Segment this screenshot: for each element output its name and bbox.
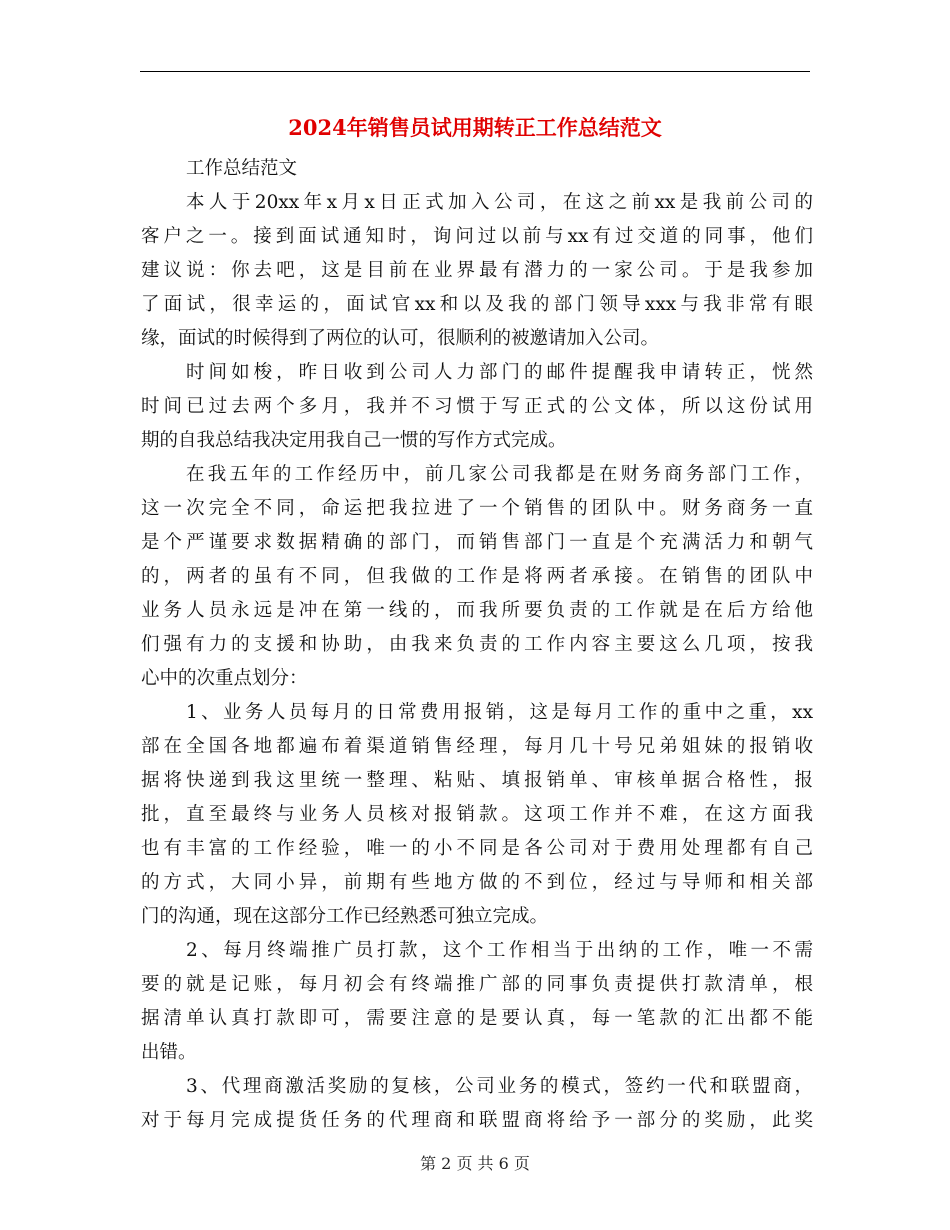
document-title: 2024年销售员试用期转正工作总结范文: [288, 115, 662, 140]
text-line: 本人于20xx年x月x日正式加入公司，在这之前xx是我前公司的: [186, 192, 813, 213]
text-line: 工作总结范文: [186, 158, 298, 179]
text-line: 建议说：你去吧，这是目前在业界最有潜力的一家公司。于是我参加: [141, 260, 813, 281]
header-rule: [140, 71, 810, 72]
text-line: 这一次完全不同，命运把我拉进了一个销售的团队中。财务商务一直: [141, 498, 813, 519]
text-line: 3、代理商激活奖励的复核，公司业务的模式，签约一代和联盟商，: [186, 1076, 813, 1097]
text-line: 了面试，很幸运的，面试官xx和以及我的部门领导xxx与我非常有眼: [141, 294, 813, 315]
text-line: 们强有力的支援和协助，由我来负责的工作内容主要这么几项，按我: [141, 634, 813, 655]
text-line: 据清单认真打款即可，需要注意的是要认真，每一笔款的汇出都不能: [141, 1008, 813, 1029]
text-line: 是个严谨要求数据精确的部门，而销售部门一直是个充满活力和朝气: [141, 532, 813, 553]
text-line: 要的就是记账，每月初会有终端推广部的同事负责提供打款清单，根: [141, 974, 813, 995]
text-line: 缘，面试的时候得到了两位的认可，很顺利的被邀请加入公司。: [141, 328, 660, 349]
text-line: 的，两者的虽有不同，但我做的工作是将两者承接。在销售的团队中: [141, 566, 813, 587]
page-number: 第 2 页 共 6 页: [420, 1154, 530, 1173]
text-line: 门的沟通，现在这部分工作已经熟悉可独立完成。: [141, 906, 549, 927]
text-line: 批，直至最终与业务人员核对报销款。这项工作并不难，在这方面我: [141, 804, 813, 825]
text-line: 时间如梭，昨日收到公司人力部门的邮件提醒我申请转正，恍然: [186, 362, 813, 383]
text-line: 部在全国各地都遍布着渠道销售经理，每月几十号兄弟姐妹的报销收: [141, 736, 813, 757]
text-line: 对于每月完成提货任务的代理商和联盟商将给予一部分的奖励，此奖: [141, 1110, 813, 1131]
text-line: 客户之一。接到面试通知时，询问过以前与xx有过交道的同事，他们: [141, 226, 813, 247]
text-line: 据将快递到我这里统一整理、粘贴、填报销单、审核单据合格性，报: [141, 770, 813, 791]
text-line: 在我五年的工作经历中，前几家公司我都是在财务商务部门工作，: [186, 464, 813, 485]
text-line: 1、业务人员每月的日常费用报销，这是每月工作的重中之重，xx: [186, 702, 813, 723]
text-line: 心中的次重点划分：: [141, 668, 308, 689]
text-line: 时间已过去两个多月，我并不习惯于写正式的公文体，所以这份试用: [141, 396, 813, 417]
text-line: 2、每月终端推广员打款，这个工作相当于出纳的工作，唯一不需: [186, 940, 813, 961]
text-line: 也有丰富的工作经验，唯一的小不同是各公司对于费用处理都有自己: [141, 838, 813, 859]
text-line: 的方式，大同小异，前期有些地方做的不到位，经过与导师和相关部: [141, 872, 813, 893]
document-body: [141, 152, 813, 1138]
text-line: 出错。: [141, 1042, 197, 1063]
text-line: 业务人员永远是冲在第一线的，而我所要负责的工作就是在后方给他: [141, 600, 813, 621]
text-line: 期的自我总结我决定用我自己一惯的写作方式完成。: [141, 430, 567, 451]
